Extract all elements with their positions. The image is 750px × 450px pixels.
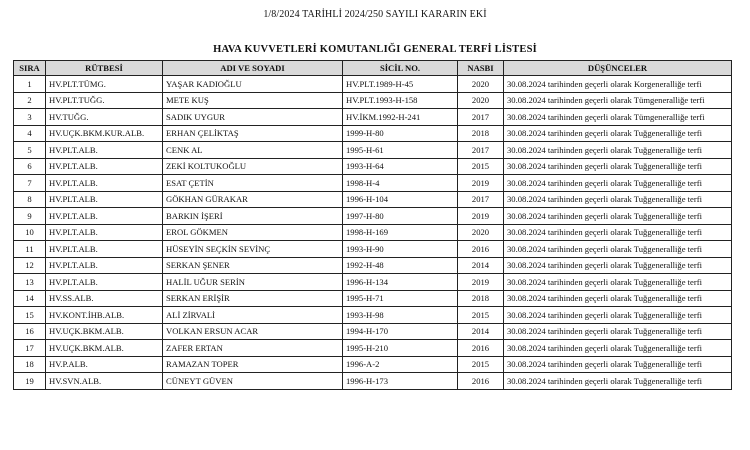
nasbi-cell: 2015 bbox=[458, 307, 504, 324]
table-row bbox=[14, 323, 732, 340]
row-number: 15 bbox=[14, 307, 46, 324]
nasbi-cell: 2016 bbox=[458, 340, 504, 357]
rank-cell: HV.TUĞG. bbox=[46, 109, 163, 126]
note-cell: 30.08.2024 tarihinden geçerli olarak Tümgeneralliğe terfi bbox=[504, 92, 732, 109]
rank-cell: HV.PLT.ALB. bbox=[46, 142, 163, 159]
nasbi-cell: 2020 bbox=[458, 76, 504, 93]
table-row bbox=[14, 356, 732, 373]
table-row bbox=[14, 224, 732, 241]
name-cell: GÖKHAN GÜRAKAR bbox=[163, 191, 343, 208]
table-row bbox=[14, 92, 732, 109]
row-number: 12 bbox=[14, 257, 46, 274]
row-number: 6 bbox=[14, 158, 46, 175]
column-header-sira: SIRA bbox=[14, 61, 46, 76]
table-header-row bbox=[14, 61, 732, 76]
nasbi-cell: 2016 bbox=[458, 373, 504, 390]
sicil-cell: 1998-H-169 bbox=[343, 224, 458, 241]
table-row bbox=[14, 191, 732, 208]
note-cell: 30.08.2024 tarihinden geçerli olarak Tuğgeneralliğe terfi bbox=[504, 241, 732, 258]
note-cell: 30.08.2024 tarihinden geçerli olarak Korgeneralliğe terfi bbox=[504, 76, 732, 93]
nasbi-cell: 2017 bbox=[458, 191, 504, 208]
row-number: 11 bbox=[14, 241, 46, 258]
table-row bbox=[14, 175, 732, 192]
row-number: 10 bbox=[14, 224, 46, 241]
rank-cell: HV.PLT.ALB. bbox=[46, 274, 163, 291]
name-cell: ERHAN ÇELİKTAŞ bbox=[163, 125, 343, 142]
row-number: 2 bbox=[14, 92, 46, 109]
nasbi-cell: 2018 bbox=[458, 125, 504, 142]
rank-cell: HV.PLT.ALB. bbox=[46, 257, 163, 274]
sicil-cell: 1995-H-71 bbox=[343, 290, 458, 307]
sicil-cell: 1994-H-170 bbox=[343, 323, 458, 340]
rank-cell: HV.UÇK.BKM.KUR.ALB. bbox=[46, 125, 163, 142]
rank-cell: HV.UÇK.BKM.ALB. bbox=[46, 323, 163, 340]
table-row bbox=[14, 158, 732, 175]
table-row bbox=[14, 76, 732, 93]
promotion-table bbox=[13, 60, 732, 390]
sicil-cell: 1996-H-173 bbox=[343, 373, 458, 390]
column-header-sicil-no: SİCİL NO. bbox=[343, 61, 458, 76]
sicil-cell: 1995-H-61 bbox=[343, 142, 458, 159]
nasbi-cell: 2015 bbox=[458, 356, 504, 373]
table-row bbox=[14, 142, 732, 159]
nasbi-cell: 2015 bbox=[458, 158, 504, 175]
table-row bbox=[14, 373, 732, 390]
rank-cell: HV.PLT.ALB. bbox=[46, 208, 163, 225]
name-cell: SERKAN ERİŞİR bbox=[163, 290, 343, 307]
nasbi-cell: 2019 bbox=[458, 208, 504, 225]
rank-cell: HV.P.ALB. bbox=[46, 356, 163, 373]
sicil-cell: 1996-H-134 bbox=[343, 274, 458, 291]
rank-cell: HV.PLT.TUĞG. bbox=[46, 92, 163, 109]
table-row bbox=[14, 208, 732, 225]
nasbi-cell: 2020 bbox=[458, 224, 504, 241]
list-title: HAVA KUVVETLERİ KOMUTANLIĞI GENERAL TERFİ LİSTESİ bbox=[213, 44, 537, 55]
nasbi-cell: 2019 bbox=[458, 175, 504, 192]
nasbi-cell: 2017 bbox=[458, 109, 504, 126]
nasbi-cell: 2019 bbox=[458, 274, 504, 291]
note-cell: 30.08.2024 tarihinden geçerli olarak Tuğgeneralliğe terfi bbox=[504, 340, 732, 357]
table-row bbox=[14, 340, 732, 357]
nasbi-cell: 2020 bbox=[458, 92, 504, 109]
row-number: 7 bbox=[14, 175, 46, 192]
rank-cell: HV.PLT.ALB. bbox=[46, 158, 163, 175]
row-number: 5 bbox=[14, 142, 46, 159]
rank-cell: HV.KONT.İHB.ALB. bbox=[46, 307, 163, 324]
note-cell: 30.08.2024 tarihinden geçerli olarak Tümgeneralliğe terfi bbox=[504, 109, 732, 126]
sicil-cell: 1996-A-2 bbox=[343, 356, 458, 373]
note-cell: 30.08.2024 tarihinden geçerli olarak Tuğgeneralliğe terfi bbox=[504, 356, 732, 373]
table-row bbox=[14, 109, 732, 126]
name-cell: ZEKİ KOLTUKOĞLU bbox=[163, 158, 343, 175]
name-cell: CENK AL bbox=[163, 142, 343, 159]
row-number: 16 bbox=[14, 323, 46, 340]
table-row bbox=[14, 274, 732, 291]
name-cell: METE KUŞ bbox=[163, 92, 343, 109]
sicil-cell: 1997-H-80 bbox=[343, 208, 458, 225]
row-number: 4 bbox=[14, 125, 46, 142]
note-cell: 30.08.2024 tarihinden geçerli olarak Tuğgeneralliğe terfi bbox=[504, 323, 732, 340]
note-cell: 30.08.2024 tarihinden geçerli olarak Tuğgeneralliğe terfi bbox=[504, 208, 732, 225]
name-cell: RAMAZAN TOPER bbox=[163, 356, 343, 373]
name-cell: HALİL UĞUR SERİN bbox=[163, 274, 343, 291]
rank-cell: HV.PLT.ALB. bbox=[46, 224, 163, 241]
row-number: 17 bbox=[14, 340, 46, 357]
note-cell: 30.08.2024 tarihinden geçerli olarak Tuğgeneralliğe terfi bbox=[504, 307, 732, 324]
sicil-cell: 1996-H-104 bbox=[343, 191, 458, 208]
column-header-dusunceler: DÜŞÜNCELER bbox=[504, 61, 732, 76]
sicil-cell: HV.PLT.1993-H-158 bbox=[343, 92, 458, 109]
table-row bbox=[14, 257, 732, 274]
name-cell: EROL GÖKMEN bbox=[163, 224, 343, 241]
nasbi-cell: 2014 bbox=[458, 257, 504, 274]
sicil-cell: 1999-H-80 bbox=[343, 125, 458, 142]
column-header-rutbesi: RÜTBESİ bbox=[46, 61, 163, 76]
name-cell: YAŞAR KADIOĞLU bbox=[163, 76, 343, 93]
nasbi-cell: 2017 bbox=[458, 142, 504, 159]
sicil-cell: HV.PLT.1989-H-45 bbox=[343, 76, 458, 93]
nasbi-cell: 2018 bbox=[458, 290, 504, 307]
note-cell: 30.08.2024 tarihinden geçerli olarak Tuğgeneralliğe terfi bbox=[504, 373, 732, 390]
table-row bbox=[14, 241, 732, 258]
note-cell: 30.08.2024 tarihinden geçerli olarak Tuğgeneralliğe terfi bbox=[504, 142, 732, 159]
note-cell: 30.08.2024 tarihinden geçerli olarak Tuğgeneralliğe terfi bbox=[504, 257, 732, 274]
row-number: 9 bbox=[14, 208, 46, 225]
rank-cell: HV.SS.ALB. bbox=[46, 290, 163, 307]
rank-cell: HV.UÇK.BKM.ALB. bbox=[46, 340, 163, 357]
name-cell: SADIK UYGUR bbox=[163, 109, 343, 126]
rank-cell: HV.PLT.ALB. bbox=[46, 191, 163, 208]
sicil-cell: 1993-H-90 bbox=[343, 241, 458, 258]
name-cell: VOLKAN ERSUN ACAR bbox=[163, 323, 343, 340]
table-body bbox=[14, 76, 732, 390]
table-row bbox=[14, 307, 732, 324]
column-header-nasbi: NASBI bbox=[458, 61, 504, 76]
row-number: 18 bbox=[14, 356, 46, 373]
column-header-adi-soyadi: ADI VE SOYADI bbox=[163, 61, 343, 76]
name-cell: CÜNEYT GÜVEN bbox=[163, 373, 343, 390]
name-cell: ESAT ÇETİN bbox=[163, 175, 343, 192]
table-row bbox=[14, 125, 732, 142]
name-cell: SERKAN ŞENER bbox=[163, 257, 343, 274]
rank-cell: HV.PLT.ALB. bbox=[46, 175, 163, 192]
row-number: 13 bbox=[14, 274, 46, 291]
row-number: 14 bbox=[14, 290, 46, 307]
rank-cell: HV.PLT.TÜMG. bbox=[46, 76, 163, 93]
row-number: 19 bbox=[14, 373, 46, 390]
note-cell: 30.08.2024 tarihinden geçerli olarak Tuğgeneralliğe terfi bbox=[504, 125, 732, 142]
name-cell: ALİ ZİRVALİ bbox=[163, 307, 343, 324]
sicil-cell: 1998-H-4 bbox=[343, 175, 458, 192]
sicil-cell: HV.İKM.1992-H-241 bbox=[343, 109, 458, 126]
nasbi-cell: 2014 bbox=[458, 323, 504, 340]
nasbi-cell: 2016 bbox=[458, 241, 504, 258]
note-cell: 30.08.2024 tarihinden geçerli olarak Tuğgeneralliğe terfi bbox=[504, 274, 732, 291]
sicil-cell: 1993-H-98 bbox=[343, 307, 458, 324]
table-row bbox=[14, 290, 732, 307]
row-number: 1 bbox=[14, 76, 46, 93]
row-number: 3 bbox=[14, 109, 46, 126]
name-cell: BARKIN İŞERİ bbox=[163, 208, 343, 225]
name-cell: ZAFER ERTAN bbox=[163, 340, 343, 357]
row-number: 8 bbox=[14, 191, 46, 208]
rank-cell: HV.PLT.ALB. bbox=[46, 241, 163, 258]
note-cell: 30.08.2024 tarihinden geçerli olarak Tuğgeneralliğe terfi bbox=[504, 158, 732, 175]
note-cell: 30.08.2024 tarihinden geçerli olarak Tuğgeneralliğe terfi bbox=[504, 290, 732, 307]
rank-cell: HV.SVN.ALB. bbox=[46, 373, 163, 390]
sicil-cell: 1992-H-48 bbox=[343, 257, 458, 274]
note-cell: 30.08.2024 tarihinden geçerli olarak Tuğgeneralliğe terfi bbox=[504, 224, 732, 241]
sicil-cell: 1993-H-64 bbox=[343, 158, 458, 175]
note-cell: 30.08.2024 tarihinden geçerli olarak Tuğgeneralliğe terfi bbox=[504, 175, 732, 192]
document-header-line: 1/8/2024 TARİHLİ 2024/250 SAYILI KARARIN EKİ bbox=[263, 9, 487, 20]
sicil-cell: 1995-H-210 bbox=[343, 340, 458, 357]
name-cell: HÜSEYİN SEÇKİN SEVİNÇ bbox=[163, 241, 343, 258]
note-cell: 30.08.2024 tarihinden geçerli olarak Tuğgeneralliğe terfi bbox=[504, 191, 732, 208]
